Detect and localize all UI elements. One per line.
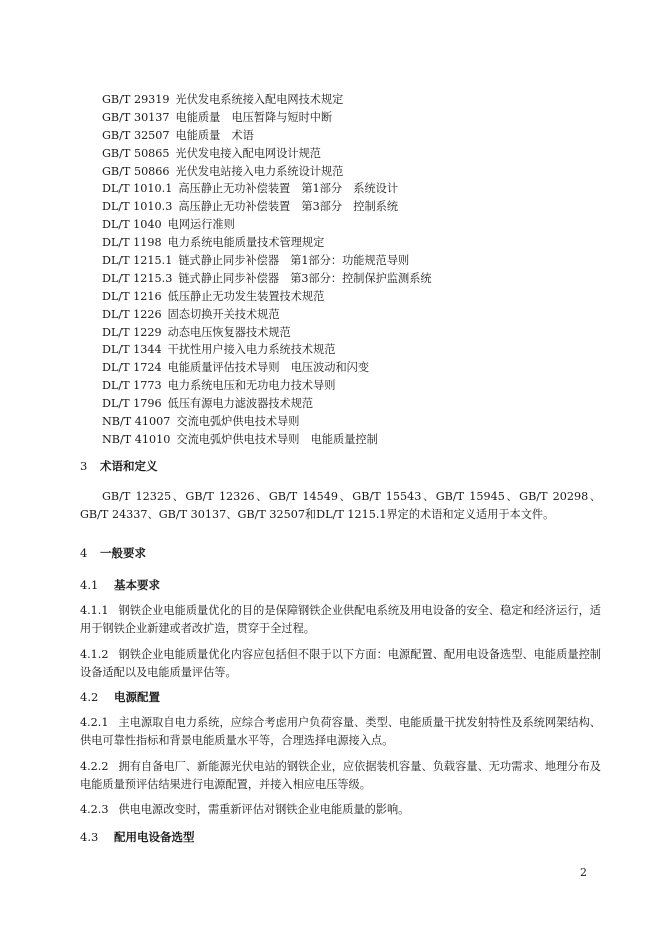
reference-code: DL/T 1010.1 <box>102 182 173 196</box>
section-number: 4.2 <box>80 690 99 704</box>
page-number: 2 <box>580 866 587 879</box>
reference-item <box>102 359 432 377</box>
clause-text: 拥有自备电厂、新能源光伏电站的钢铁企业，应依据装机容量、负载容量、无功需求、地理分布及电能质量预评估结果进行电源配置，并接入相应电压等级。 <box>80 760 601 791</box>
reference-title: 动态电压恢复器技术规范 <box>167 325 291 339</box>
reference-code: DL/T 1344 <box>102 343 162 357</box>
reference-item <box>102 306 432 324</box>
section-number: 4.1 <box>80 578 99 592</box>
reference-title: 电网运行准则 <box>167 218 235 232</box>
reference-code: GB/T 50865 <box>102 146 170 160</box>
reference-item <box>102 109 432 127</box>
reference-item <box>102 270 432 288</box>
section-4-3-heading <box>80 829 195 845</box>
reference-code: DL/T 1226 <box>102 307 162 321</box>
section-title: 基本要求 <box>114 578 160 592</box>
section-3-paragraph: GB/T 12325、GB/T 12326、GB/T 14549、GB/T 15543、GB/T 15945、GB/T 20298、GB/T 24337、GB/T 30137、GB/T 32507和DL/T 1215.1界定的术语和定义适用于本文件。 <box>80 490 601 521</box>
reference-item <box>102 413 432 431</box>
clause-4-1-2 <box>80 646 601 682</box>
clause-number: 4.1.1 <box>80 604 109 617</box>
section-4-2-heading <box>80 689 160 705</box>
reference-item <box>102 341 432 359</box>
reference-title: 低压有源电力滤波器技术规范 <box>167 397 314 411</box>
reference-code: GB/T 30137 <box>102 110 170 124</box>
clause-number: 4.2.1 <box>80 716 109 729</box>
clause-text: 钢铁企业电能质量优化的目的是保障钢铁企业供配电系统及用电设备的安全、稳定和经济运行，适用于钢铁企业新建或者改扩造，贯穿于全过程。 <box>80 604 601 635</box>
section-4-1-heading <box>80 577 160 593</box>
reference-code: DL/T 1724 <box>102 361 162 375</box>
clause-number: 4.2.3 <box>80 803 109 816</box>
clause-4-2-3 <box>80 801 601 819</box>
section-title: 术语和定义 <box>100 459 158 473</box>
reference-title: 电能质量 电压暂降与短时中断 <box>175 110 333 124</box>
section-title: 配用电设备选型 <box>114 830 195 844</box>
reference-item <box>102 198 432 216</box>
reference-item <box>102 395 432 413</box>
clause-4-1-1 <box>80 602 601 638</box>
reference-title: 光伏发电接入配电网设计规范 <box>175 146 321 160</box>
reference-code: DL/T 1215.3 <box>102 271 173 285</box>
reference-title: 电能质量评估技术导则 电压波动和闪变 <box>167 361 370 375</box>
reference-title: 交流电弧炉供电技术导则 电能质量控制 <box>176 432 378 446</box>
reference-code: NB/T 41007 <box>102 415 171 429</box>
section-3-heading <box>80 458 158 474</box>
reference-item <box>102 127 432 145</box>
reference-title: 链式静止同步补偿器 第1部分：功能规范导则 <box>178 254 410 268</box>
reference-code: NB/T 41010 <box>102 432 171 446</box>
section-number: 4 <box>80 546 88 560</box>
section-number: 3 <box>80 459 88 473</box>
reference-title: 电力系统电压和无功电力技术导则 <box>167 379 336 393</box>
reference-title: 光伏发电站接入电力系统设计规范 <box>175 164 344 178</box>
reference-code: DL/T 1040 <box>102 218 162 232</box>
reference-code: DL/T 1215.1 <box>102 254 173 268</box>
reference-code: DL/T 1010.3 <box>102 200 173 214</box>
reference-title: 高压静止无功补偿装置 第1部分 系统设计 <box>178 182 399 196</box>
reference-code: DL/T 1773 <box>102 379 162 393</box>
reference-item <box>102 91 432 109</box>
clause-text: 钢铁企业电能质量优化内容应包括但不限于以下方面：电源配置、配用电设备选型、电能质量控制设备适配以及电能质量评估等。 <box>80 648 601 679</box>
reference-title: 低压静止无功发生装置技术规范 <box>167 289 325 303</box>
reference-title: 固态切换开关技术规范 <box>167 307 280 321</box>
reference-code: DL/T 1229 <box>102 325 162 339</box>
reference-code: DL/T 1796 <box>102 397 162 411</box>
clause-text: 主电源取自电力系统，应综合考虑用户负荷容量、类型、电能质量干扰发射特性及系统网架结构、供电可靠性指标和背景电能质量水平等，合理选择电源接入点。 <box>80 716 601 747</box>
section-title: 一般要求 <box>100 546 146 560</box>
reference-item <box>102 163 432 181</box>
reference-item <box>102 431 432 449</box>
reference-code: GB/T 32507 <box>102 128 170 142</box>
clause-number: 4.1.2 <box>80 648 109 661</box>
clause-text: 供电电源改变时，需重新评估对钢铁企业电能质量的影响。 <box>118 803 410 816</box>
reference-item <box>102 324 432 342</box>
reference-item <box>102 234 432 252</box>
reference-item <box>102 216 432 234</box>
reference-title: 电力系统电能质量技术管理规定 <box>167 236 325 250</box>
clause-number: 4.2.2 <box>80 760 109 773</box>
reference-code: DL/T 1216 <box>102 289 162 303</box>
reference-item <box>102 377 432 395</box>
reference-title: 交流电弧炉供电技术导则 <box>176 415 300 429</box>
clause-4-2-1 <box>80 714 601 750</box>
normative-references-list <box>102 91 432 449</box>
clause-4-2-2 <box>80 758 601 794</box>
reference-item <box>102 145 432 163</box>
reference-title: 链式静止同步补偿器 第3部分：控制保护监测系统 <box>178 271 432 285</box>
reference-item <box>102 288 432 306</box>
reference-item <box>102 252 432 270</box>
reference-code: GB/T 29319 <box>102 93 170 106</box>
reference-title: 高压静止无功补偿装置 第3部分 控制系统 <box>178 200 399 214</box>
section-number: 4.3 <box>80 830 99 844</box>
reference-title: 干扰性用户接入电力系统技术规范 <box>167 343 336 357</box>
reference-title: 光伏发电系统接入配电网技术规定 <box>175 93 344 106</box>
section-4-heading <box>80 545 146 561</box>
reference-code: GB/T 50866 <box>102 164 170 178</box>
reference-item <box>102 180 432 198</box>
section-title: 电源配置 <box>114 690 160 704</box>
reference-title: 电能质量 术语 <box>175 128 254 142</box>
reference-code: DL/T 1198 <box>102 236 162 250</box>
